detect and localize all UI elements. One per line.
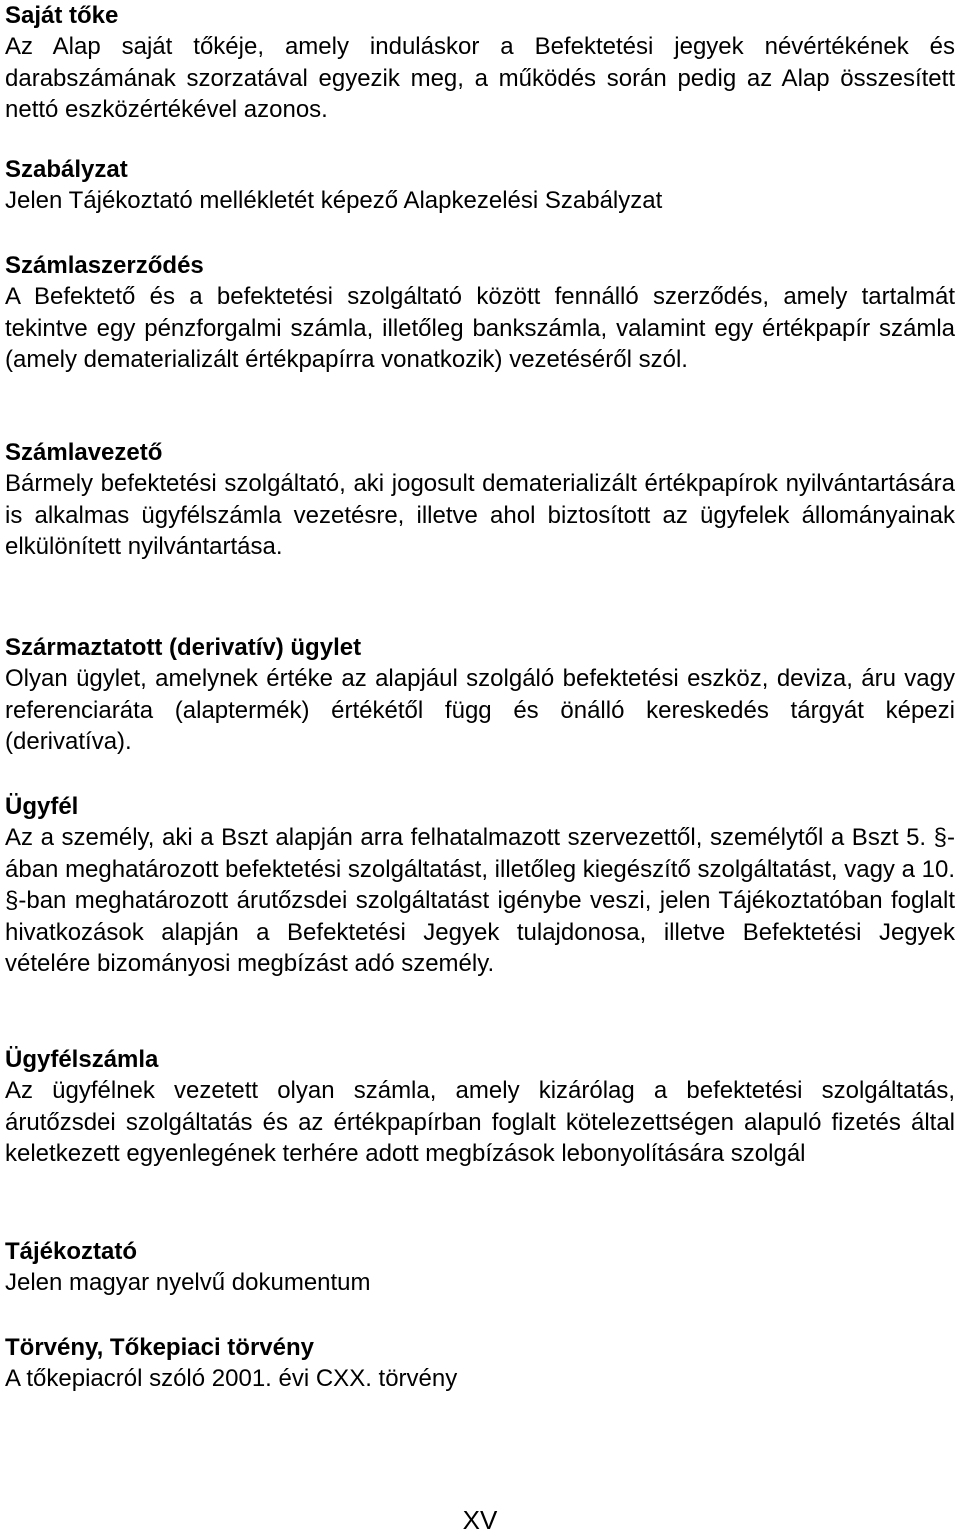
term-definition: A tőkepiacról szóló 2001. évi CXX. törvény bbox=[5, 1365, 458, 1393]
term-heading: Tájékoztató bbox=[5, 1238, 138, 1265]
term-definition: Az a személy, aki a Bszt alapján arra felhatalmazott szervezettől, személytől a Bszt 5. §-ában meghatározott befektetési szolgáltatást, illetőleg kiegészítő szolgáltatást, vagy a 10. §-ban meghatározott árutőzsdei szolgáltatást igénybe veszi, jelen Tájékoztatóban foglalt hivatkozások alapján a Befektetési Jegyek tulajdonosa, illetve Befektetési Jegyek vételére bizományosi megbízást adó személy. bbox=[5, 824, 955, 978]
term-heading: Saját tőke bbox=[5, 2, 119, 29]
term-heading: Szabályzat bbox=[5, 156, 128, 183]
term-heading: Számlaszerződés bbox=[5, 252, 204, 279]
page-number: XV bbox=[462, 1505, 498, 1535]
term-definition: Jelen magyar nyelvű dokumentum bbox=[5, 1269, 371, 1297]
term-heading: Törvény, Tőkepiaci törvény bbox=[5, 1334, 314, 1361]
glossary-entry-ugyfelszamla bbox=[5, 1044, 955, 1170]
term-definition: Bármely befektetési szolgáltató, aki jogosult dematerializált értékpapírok nyilvántartására is alkalmas ügyfélszámla vezetésre, illetve ahol biztosított az ügyfelek állományainak elkülönített nyilvántartása. bbox=[5, 470, 955, 561]
glossary-entry-ugyfel bbox=[5, 791, 955, 979]
glossary-entry-szamlavezeto bbox=[5, 437, 955, 563]
term-heading: Ügyfél bbox=[5, 793, 79, 820]
glossary-entry-szabalyzat bbox=[5, 154, 955, 217]
term-heading: Származtatott (derivatív) ügylet bbox=[5, 634, 362, 661]
glossary-entry-szamlaszerzodes bbox=[5, 250, 955, 376]
term-heading: Számlavezető bbox=[5, 439, 163, 466]
glossary-entry-sajat-toke bbox=[5, 0, 955, 126]
glossary-entry-tajekoztato bbox=[5, 1236, 955, 1299]
term-definition: A Befektető és a befektetési szolgáltató között fennálló szerződés, amely tartalmát tekintve egy pénzforgalmi számla, illetőleg bankszámla, valamint egy értékpapír számla (amely dematerializált értékpapírra vonatkozik) vezetéséről szól. bbox=[5, 283, 955, 374]
term-definition: Jelen Tájékoztató mellékletét képező Alapkezelési Szabályzat bbox=[5, 187, 663, 215]
term-definition: Olyan ügylet, amelynek értéke az alapjául szolgáló befektetési eszköz, deviza, áru vagy referenciaráta (alaptermék) értékétől függ és önálló kereskedés tárgyát képezi (derivatíva). bbox=[5, 665, 955, 756]
term-heading: Ügyfélszámla bbox=[5, 1046, 159, 1073]
glossary-entry-torveny bbox=[5, 1332, 955, 1395]
term-definition: Az Alap saját tőkéje, amely induláskor a Befektetési jegyek névértékének és darabszámának szorzatával egyezik meg, a működés során pedig az Alap összesített nettó eszközértékével azonos. bbox=[5, 33, 955, 124]
term-definition: Az ügyfélnek vezetett olyan számla, amely kizárólag a befektetési szolgáltatás, árutőzsdei szolgáltatás és az értékpapírban foglalt kötelezettségen alapuló fizetés által keletkezett egyenlegének terhére adott megbízások lebonyolítására szolgál bbox=[5, 1077, 955, 1168]
glossary-entry-szarmaztatott-ugylet bbox=[5, 632, 955, 758]
